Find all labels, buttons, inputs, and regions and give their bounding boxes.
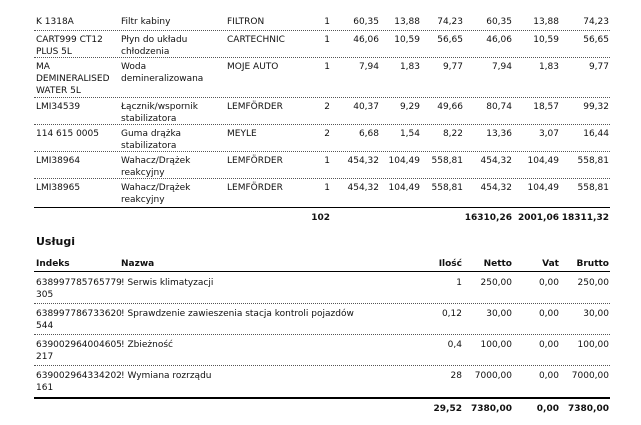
part-gross: 558,81 bbox=[577, 156, 609, 166]
service-qty: 0,4 bbox=[447, 340, 462, 350]
part-brand: CARTECHNIC bbox=[227, 35, 285, 45]
part-code: LMI34539 bbox=[36, 102, 81, 112]
part-qty: 1 bbox=[324, 156, 330, 166]
part-net: 13,36 bbox=[486, 129, 512, 139]
part-gross: 558,81 bbox=[577, 183, 609, 193]
part-qty: 1 bbox=[324, 35, 330, 45]
service-net: 100,00 bbox=[480, 340, 512, 350]
part-unit-net: 454,32 bbox=[347, 183, 379, 193]
part-code: LMI38964 bbox=[36, 156, 81, 166]
part-brand: MOJE AUTO bbox=[227, 62, 279, 72]
part-brand: LEMFÖRDER bbox=[227, 156, 283, 166]
row-divider bbox=[34, 30, 610, 31]
part-brand: LEMFÖRDER bbox=[227, 183, 283, 193]
part-net: 80,74 bbox=[486, 102, 512, 112]
service-name: ! Sprawdzenie zawieszenia stacja kontroli pojazdów bbox=[121, 309, 354, 319]
row-divider bbox=[34, 178, 610, 179]
part-net: 46,06 bbox=[486, 35, 512, 45]
header-index: Indeks bbox=[36, 259, 70, 269]
part-net: 60,35 bbox=[486, 17, 512, 27]
row-divider bbox=[34, 97, 610, 98]
services-total-net: 7380,00 bbox=[471, 404, 512, 414]
part-brand: LEMFÖRDER bbox=[227, 102, 283, 112]
part-unit-net: 60,35 bbox=[353, 17, 379, 27]
part-unit-net: 6,68 bbox=[358, 129, 379, 139]
part-name: Woda demineralizowana bbox=[121, 62, 204, 84]
parts-total-net: 16310,26 bbox=[464, 213, 512, 223]
parts-totals-divider bbox=[34, 207, 610, 208]
part-unit-gross: 9,77 bbox=[442, 62, 463, 72]
part-qty: 2 bbox=[324, 102, 330, 112]
parts-total-qty: 102 bbox=[311, 213, 330, 223]
part-unit-vat: 1,54 bbox=[399, 129, 420, 139]
row-divider bbox=[34, 57, 610, 58]
service-name: ! Wymiana rozrządu bbox=[121, 371, 212, 381]
part-qty: 1 bbox=[324, 183, 330, 193]
part-qty: 1 bbox=[324, 62, 330, 72]
part-unit-net: 46,06 bbox=[353, 35, 379, 45]
service-qty: 1 bbox=[456, 278, 462, 288]
part-unit-net: 454,32 bbox=[347, 156, 379, 166]
part-code: MA DEMINERALISED WATER 5L bbox=[36, 62, 110, 96]
service-vat: 0,00 bbox=[538, 278, 559, 288]
service-gross: 7000,00 bbox=[571, 371, 609, 381]
service-vat: 0,00 bbox=[538, 371, 559, 381]
part-gross: 56,65 bbox=[583, 35, 609, 45]
row-divider bbox=[34, 124, 610, 125]
part-brand: FILTRON bbox=[227, 17, 265, 27]
part-code: K 1318A bbox=[36, 17, 74, 27]
parts-total-gross: 18311,32 bbox=[561, 213, 609, 223]
part-name: Płyn do układu chłodzenia bbox=[121, 35, 188, 57]
service-vat: 0,00 bbox=[538, 309, 559, 319]
service-index: 639002964004605 217 bbox=[36, 340, 122, 362]
services-total-vat: 0,00 bbox=[536, 404, 559, 414]
part-unit-net: 7,94 bbox=[358, 62, 379, 72]
service-net: 30,00 bbox=[486, 309, 512, 319]
part-vat: 10,59 bbox=[533, 35, 559, 45]
part-code: CART999 CT12 PLUS 5L bbox=[36, 35, 103, 57]
row-divider bbox=[34, 365, 610, 366]
service-index: 638997785765779 305 bbox=[36, 278, 122, 300]
part-name: Wahacz/Drążek reakcyjny bbox=[121, 183, 191, 205]
header-net: Netto bbox=[483, 259, 512, 269]
part-qty: 2 bbox=[324, 129, 330, 139]
service-name: ! Serwis klimatyzacji bbox=[121, 278, 214, 288]
services-header-divider bbox=[34, 271, 610, 272]
part-vat: 104,49 bbox=[527, 156, 559, 166]
service-gross: 250,00 bbox=[577, 278, 609, 288]
services-total-qty: 29,52 bbox=[433, 404, 462, 414]
part-name: Guma drążka stabilizatora bbox=[121, 129, 182, 151]
part-name: Łącznik/wspornik stabilizatora bbox=[121, 102, 198, 124]
part-brand: MEYLE bbox=[227, 129, 257, 139]
part-unit-vat: 104,49 bbox=[388, 156, 420, 166]
row-divider bbox=[34, 334, 610, 335]
services-title: Usługi bbox=[36, 235, 76, 248]
part-name: Wahacz/Drążek reakcyjny bbox=[121, 156, 191, 178]
header-gross: Brutto bbox=[576, 259, 609, 269]
part-unit-gross: 558,81 bbox=[431, 183, 463, 193]
part-unit-net: 40,37 bbox=[353, 102, 379, 112]
part-vat: 104,49 bbox=[527, 183, 559, 193]
part-unit-vat: 10,59 bbox=[394, 35, 420, 45]
parts-total-vat: 2001,06 bbox=[518, 213, 559, 223]
part-net: 454,32 bbox=[480, 183, 512, 193]
service-net: 7000,00 bbox=[474, 371, 512, 381]
part-vat: 13,88 bbox=[533, 17, 559, 27]
part-vat: 18,57 bbox=[533, 102, 559, 112]
part-unit-gross: 74,23 bbox=[437, 17, 463, 27]
service-vat: 0,00 bbox=[538, 340, 559, 350]
service-index: 638997786733620 544 bbox=[36, 309, 122, 331]
part-unit-gross: 56,65 bbox=[437, 35, 463, 45]
service-gross: 30,00 bbox=[583, 309, 609, 319]
service-qty: 0,12 bbox=[441, 309, 462, 319]
part-vat: 3,07 bbox=[538, 129, 559, 139]
services-totals-divider bbox=[34, 397, 610, 399]
part-name: Filtr kabiny bbox=[121, 17, 171, 27]
part-code: 114 615 0005 bbox=[36, 129, 99, 139]
part-gross: 74,23 bbox=[583, 17, 609, 27]
part-unit-vat: 13,88 bbox=[394, 17, 420, 27]
part-gross: 99,32 bbox=[583, 102, 609, 112]
service-index: 639002964334202 161 bbox=[36, 371, 122, 393]
part-code: LMI38965 bbox=[36, 183, 81, 193]
row-divider bbox=[34, 303, 610, 304]
row-divider bbox=[34, 151, 610, 152]
part-unit-vat: 104,49 bbox=[388, 183, 420, 193]
header-qty: Ilość bbox=[438, 259, 462, 269]
services-total-gross: 7380,00 bbox=[568, 404, 609, 414]
service-gross: 100,00 bbox=[577, 340, 609, 350]
part-vat: 1,83 bbox=[538, 62, 559, 72]
part-net: 454,32 bbox=[480, 156, 512, 166]
header-name: Nazwa bbox=[121, 259, 155, 269]
part-net: 7,94 bbox=[491, 62, 512, 72]
part-unit-gross: 8,22 bbox=[442, 129, 463, 139]
part-gross: 9,77 bbox=[588, 62, 609, 72]
part-unit-vat: 9,29 bbox=[399, 102, 420, 112]
service-name: ! Zbieżność bbox=[121, 340, 173, 350]
part-gross: 16,44 bbox=[583, 129, 609, 139]
part-qty: 1 bbox=[324, 17, 330, 27]
service-net: 250,00 bbox=[480, 278, 512, 288]
part-unit-gross: 49,66 bbox=[437, 102, 463, 112]
part-unit-gross: 558,81 bbox=[431, 156, 463, 166]
header-vat: Vat bbox=[542, 259, 559, 269]
service-qty: 28 bbox=[450, 371, 462, 381]
part-unit-vat: 1,83 bbox=[399, 62, 420, 72]
